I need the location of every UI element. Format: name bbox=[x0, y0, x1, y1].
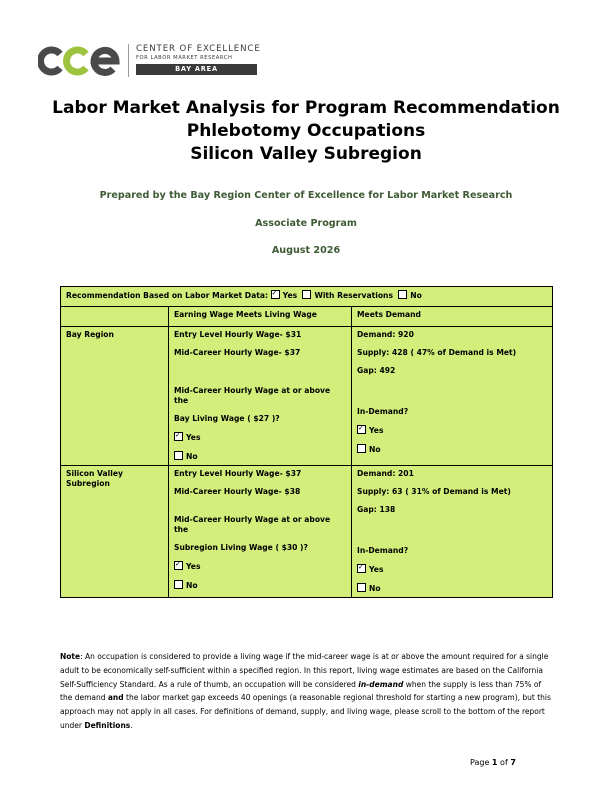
demand-no-checkbox bbox=[357, 444, 366, 453]
mid-wage: Mid-Career Hourly Wage- $37 bbox=[174, 348, 301, 357]
of-word: of bbox=[500, 758, 508, 767]
coe-logo bbox=[38, 42, 268, 78]
program-type: Associate Program bbox=[255, 218, 357, 229]
note-and: and bbox=[107, 693, 124, 703]
note-definitions: Definitions bbox=[84, 720, 131, 730]
demand-value: Demand: 201 bbox=[357, 469, 414, 478]
entry-wage: Entry Level Hourly Wage- $31 bbox=[174, 330, 302, 339]
prepared-by: Prepared by the Bay Region Center of Excellence for Labor Market Research bbox=[99, 190, 513, 201]
logo-bar: BAY AREA bbox=[136, 64, 257, 75]
demand-no-label: No bbox=[369, 445, 381, 454]
demand-yes-checkbox bbox=[357, 564, 366, 573]
coe-logo-mark-icon bbox=[38, 44, 120, 78]
wage-cell bbox=[169, 327, 352, 466]
demand-no-label: No bbox=[369, 584, 381, 593]
wage-yes-checkbox bbox=[174, 561, 183, 570]
title-line2: Phlebotomy Occupations bbox=[186, 121, 426, 141]
wage-yes-label: Yes bbox=[186, 433, 201, 442]
wage-no-checkbox bbox=[174, 580, 183, 589]
recommend-yes-label: Yes bbox=[282, 291, 298, 300]
supply-value: Supply: 63 ( 31% of Demand is Met) bbox=[357, 487, 511, 496]
demand-yes-label: Yes bbox=[369, 426, 384, 435]
title-line1: Labor Market Analysis for Program Recommendation bbox=[52, 98, 560, 118]
column-header-wage: Earning Wage Meets Living Wage bbox=[169, 307, 352, 327]
living-wage-question-3: Bay Living Wage ( $27 )? bbox=[174, 414, 280, 423]
recommend-no-checkbox bbox=[398, 290, 407, 299]
column-header-row bbox=[61, 307, 553, 327]
recommend-reservations-checkbox bbox=[302, 290, 311, 299]
logo-line1: CENTER OF EXCELLENCE bbox=[136, 44, 261, 54]
column-header-demand: Meets Demand bbox=[352, 307, 553, 327]
recommend-no-label: No bbox=[410, 291, 422, 300]
wage-yes-label: Yes bbox=[186, 562, 201, 571]
note-text-3: the labor market gap exceeds 40 openings (a reasonable regional threshold for starting a new program), but this approach may not apply in all cases. For definitions of demand, supply, and living wage, please scroll to the bottom of the report under bbox=[60, 693, 551, 730]
living-wage-question-1: Mid-Career Hourly Wage at or above bbox=[174, 515, 331, 524]
demand-yes-checkbox bbox=[357, 425, 366, 434]
page-number bbox=[470, 758, 516, 767]
title-line3: Silicon Valley Subregion bbox=[190, 144, 422, 164]
mid-wage: Mid-Career Hourly Wage- $38 bbox=[174, 487, 301, 496]
demand-cell bbox=[352, 466, 553, 598]
living-wage-question-2: the bbox=[174, 525, 189, 534]
recommendation-label: Recommendation Based on Labor Market Data: bbox=[66, 291, 269, 300]
gap-value: Gap: 138 bbox=[357, 505, 396, 514]
living-wage-question-2: the bbox=[174, 396, 189, 405]
note-label: Note bbox=[60, 652, 81, 661]
recommendation-table bbox=[60, 286, 553, 598]
logo-text bbox=[136, 44, 266, 75]
recommend-reservations-label: With Reservations bbox=[314, 291, 393, 300]
region-name: Bay Region bbox=[61, 327, 169, 466]
recommend-yes-checkbox bbox=[271, 290, 280, 299]
wage-cell bbox=[169, 466, 352, 598]
in-demand-question: In-Demand? bbox=[357, 546, 409, 555]
demand-value: Demand: 920 bbox=[357, 330, 414, 339]
recommendation-cell bbox=[61, 287, 553, 307]
in-demand-question: In-Demand? bbox=[357, 407, 409, 416]
demand-cell bbox=[352, 327, 553, 466]
note-end: . bbox=[130, 720, 133, 730]
table-row bbox=[61, 466, 553, 598]
logo-divider bbox=[128, 44, 129, 77]
note-paragraph bbox=[60, 650, 552, 733]
page-total: 7 bbox=[510, 758, 516, 767]
note-in-demand: in-demand bbox=[358, 679, 404, 689]
gap-value: Gap: 492 bbox=[357, 366, 396, 375]
wage-no-label: No bbox=[186, 452, 198, 461]
wage-yes-checkbox bbox=[174, 432, 183, 441]
supply-value: Supply: 428 ( 47% of Demand is Met) bbox=[357, 348, 517, 357]
demand-no-checkbox bbox=[357, 583, 366, 592]
living-wage-question-3: Subregion Living Wage ( $30 )? bbox=[174, 543, 308, 552]
page-word: Page bbox=[470, 758, 490, 767]
wage-no-label: No bbox=[186, 581, 198, 590]
report-date: August 2026 bbox=[271, 245, 341, 256]
note-text-1: : An occupation is considered to provide a living wage if the mid-career wage is at or above the amount required for a single adult to be economically self-sufficient within a specified region. In this report, living wage estimates are based on the California Self-Sufficiency Standard. As a rule of thumb, an occupation will be considered bbox=[60, 652, 549, 689]
page-current: 1 bbox=[491, 758, 498, 767]
table-row bbox=[61, 327, 553, 466]
report-title bbox=[0, 97, 612, 166]
logo-line2: FOR LABOR MARKET RESEARCH bbox=[136, 55, 233, 61]
column-header-region bbox=[61, 307, 169, 327]
wage-no-checkbox bbox=[174, 451, 183, 460]
region-name: Silicon Valley Subregion bbox=[61, 466, 169, 598]
recommendation-row bbox=[61, 287, 553, 307]
living-wage-question-1: Mid-Career Hourly Wage at or above bbox=[174, 386, 331, 395]
entry-wage: Entry Level Hourly Wage- $37 bbox=[174, 469, 302, 478]
demand-yes-label: Yes bbox=[369, 565, 384, 574]
note-text-2: when the supply is less than 75% of the demand bbox=[60, 679, 542, 703]
